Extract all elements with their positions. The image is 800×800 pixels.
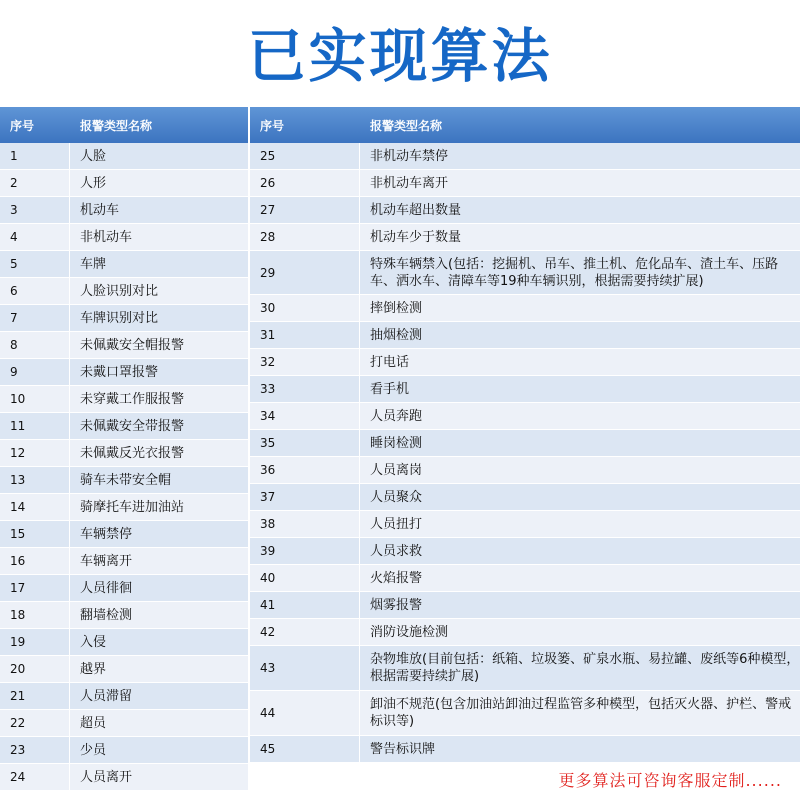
row-number: 1: [0, 143, 70, 170]
algorithm-table-left: [0, 107, 248, 791]
row-number: 38: [250, 511, 360, 538]
row-number: 28: [250, 224, 360, 251]
header-num: 序号: [260, 118, 285, 133]
row-alarm-name: 未戴口罩报警: [70, 359, 248, 386]
row-alarm-name: 火焰报警: [360, 565, 800, 592]
row-alarm-name: 机动车少于数量: [360, 224, 800, 251]
table-row: [250, 170, 800, 197]
table-row: [250, 197, 800, 224]
row-number: 39: [250, 538, 360, 565]
row-alarm-name: 消防设施检测: [360, 619, 800, 646]
row-alarm-name: 入侵: [70, 629, 248, 656]
header-name: 报警类型名称: [370, 118, 443, 133]
row-alarm-name: 未佩戴反光衣报警: [70, 440, 248, 467]
table-row: [250, 143, 800, 170]
row-number: 4: [0, 224, 70, 251]
row-alarm-name: 警告标识牌: [360, 736, 800, 763]
row-alarm-name: 骑车未带安全帽: [70, 467, 248, 494]
row-number: 29: [250, 251, 360, 295]
table-row: [0, 305, 248, 332]
row-alarm-name: 抽烟检测: [360, 322, 800, 349]
row-alarm-name: 未佩戴安全帽报警: [70, 332, 248, 359]
row-number: 9: [0, 359, 70, 386]
table-row: [0, 440, 248, 467]
table-row: [250, 430, 800, 457]
row-number: 15: [0, 521, 70, 548]
table-row: [250, 403, 800, 430]
row-alarm-name: 人脸: [70, 143, 248, 170]
row-number: 14: [0, 494, 70, 521]
table-row: [0, 494, 248, 521]
row-number: 33: [250, 376, 360, 403]
row-alarm-name: 打电话: [360, 349, 800, 376]
row-number: 20: [0, 656, 70, 683]
row-alarm-name: 人员奔跑: [360, 403, 800, 430]
row-number: 16: [0, 548, 70, 575]
row-number: 30: [250, 295, 360, 322]
row-number: 32: [250, 349, 360, 376]
row-number: 40: [250, 565, 360, 592]
table-row: [0, 413, 248, 440]
table-row: [0, 602, 248, 629]
table-row: [250, 619, 800, 646]
row-alarm-name: 机动车: [70, 197, 248, 224]
row-number: 26: [250, 170, 360, 197]
row-number: 43: [250, 646, 360, 691]
table-row: [0, 683, 248, 710]
row-number: 7: [0, 305, 70, 332]
table-row: [250, 349, 800, 376]
row-alarm-name: 骑摩托车进加油站: [70, 494, 248, 521]
row-alarm-name: 人员徘徊: [70, 575, 248, 602]
row-alarm-name: 非机动车离开: [360, 170, 800, 197]
row-alarm-name: 车牌: [70, 251, 248, 278]
table-row: [0, 629, 248, 656]
row-number: 22: [0, 710, 70, 737]
row-number: 44: [250, 691, 360, 736]
table-row: [0, 467, 248, 494]
table-row: [250, 322, 800, 349]
row-number: 3: [0, 197, 70, 224]
row-alarm-name: 睡岗检测: [360, 430, 800, 457]
table-row: [0, 359, 248, 386]
row-alarm-name: 人员离岗: [360, 457, 800, 484]
row-number: 45: [250, 736, 360, 763]
row-alarm-name: 车牌识别对比: [70, 305, 248, 332]
row-number: 36: [250, 457, 360, 484]
row-number: 12: [0, 440, 70, 467]
row-number: 2: [0, 170, 70, 197]
row-alarm-name: 未穿戴工作服报警: [70, 386, 248, 413]
table-row: [250, 736, 800, 763]
row-alarm-name: 翻墙检测: [70, 602, 248, 629]
row-alarm-name: 摔倒检测: [360, 295, 800, 322]
table-row: [0, 170, 248, 197]
table-row: [0, 197, 248, 224]
row-alarm-name: 人员扭打: [360, 511, 800, 538]
row-number: 19: [0, 629, 70, 656]
row-number: 25: [250, 143, 360, 170]
row-alarm-name: 卸油不规范(包含加油站卸油过程监管多种模型，包括灭火器、护栏、警戒标识等): [360, 691, 800, 736]
row-number: 8: [0, 332, 70, 359]
row-number: 35: [250, 430, 360, 457]
row-alarm-name: 看手机: [360, 376, 800, 403]
table-row: [0, 575, 248, 602]
row-number: 24: [0, 764, 70, 791]
row-number: 5: [0, 251, 70, 278]
table-row: [250, 295, 800, 322]
row-alarm-name: 超员: [70, 710, 248, 737]
table-row: [250, 251, 800, 295]
table-row: [0, 224, 248, 251]
table-row: [0, 710, 248, 737]
row-alarm-name: 非机动车禁停: [360, 143, 800, 170]
row-alarm-name: 车辆禁停: [70, 521, 248, 548]
row-alarm-name: 人员滞留: [70, 683, 248, 710]
table-row: [0, 251, 248, 278]
row-alarm-name: 人员求救: [360, 538, 800, 565]
table-body: [0, 143, 248, 791]
table-row: [250, 457, 800, 484]
table-row: [250, 511, 800, 538]
table-row: [250, 224, 800, 251]
table-row: [250, 565, 800, 592]
table-row: [0, 143, 248, 170]
row-alarm-name: 人员聚众: [360, 484, 800, 511]
row-alarm-name: 人员离开: [70, 764, 248, 791]
row-alarm-name: 非机动车: [70, 224, 248, 251]
table-header: [0, 107, 248, 143]
header-name: 报警类型名称: [80, 118, 153, 133]
row-number: 34: [250, 403, 360, 430]
row-alarm-name: 特殊车辆禁入(包括：挖掘机、吊车、推土机、危化品车、渣土车、压路车、洒水车、清障车等19种车辆识别，根据需要持续扩展): [360, 251, 800, 295]
table-row: [250, 376, 800, 403]
row-number: 11: [0, 413, 70, 440]
row-number: 27: [250, 197, 360, 224]
table-row: [250, 646, 800, 691]
table-row: [0, 737, 248, 764]
table-row: [250, 691, 800, 736]
row-alarm-name: 烟雾报警: [360, 592, 800, 619]
row-number: 41: [250, 592, 360, 619]
table-row: [0, 656, 248, 683]
row-alarm-name: 未佩戴安全带报警: [70, 413, 248, 440]
algorithm-table-right: [250, 107, 800, 763]
row-number: 31: [250, 322, 360, 349]
table-row: [0, 278, 248, 305]
row-number: 23: [0, 737, 70, 764]
table-row: [0, 764, 248, 791]
table-row: [250, 484, 800, 511]
row-number: 18: [0, 602, 70, 629]
row-number: 6: [0, 278, 70, 305]
row-alarm-name: 越界: [70, 656, 248, 683]
row-alarm-name: 少员: [70, 737, 248, 764]
row-number: 10: [0, 386, 70, 413]
row-alarm-name: 机动车超出数量: [360, 197, 800, 224]
table-header: [250, 107, 800, 143]
row-number: 17: [0, 575, 70, 602]
table-row: [0, 521, 248, 548]
table-row: [0, 548, 248, 575]
row-alarm-name: 人形: [70, 170, 248, 197]
row-number: 21: [0, 683, 70, 710]
row-alarm-name: 杂物堆放(目前包括：纸箱、垃圾篓、矿泉水瓶、易拉罐、废纸等6种模型，根据需要持续扩展): [360, 646, 800, 691]
row-number: 13: [0, 467, 70, 494]
header-num: 序号: [10, 118, 35, 133]
table-row: [250, 538, 800, 565]
row-number: 37: [250, 484, 360, 511]
footer-note: 更多算法可咨询客服定制......: [558, 771, 782, 790]
table-row: [0, 332, 248, 359]
page-title: 已实现算法: [247, 22, 553, 90]
row-alarm-name: 人脸识别对比: [70, 278, 248, 305]
table-body: [250, 143, 800, 763]
table-row: [250, 592, 800, 619]
row-alarm-name: 车辆离开: [70, 548, 248, 575]
row-number: 42: [250, 619, 360, 646]
table-row: [0, 386, 248, 413]
